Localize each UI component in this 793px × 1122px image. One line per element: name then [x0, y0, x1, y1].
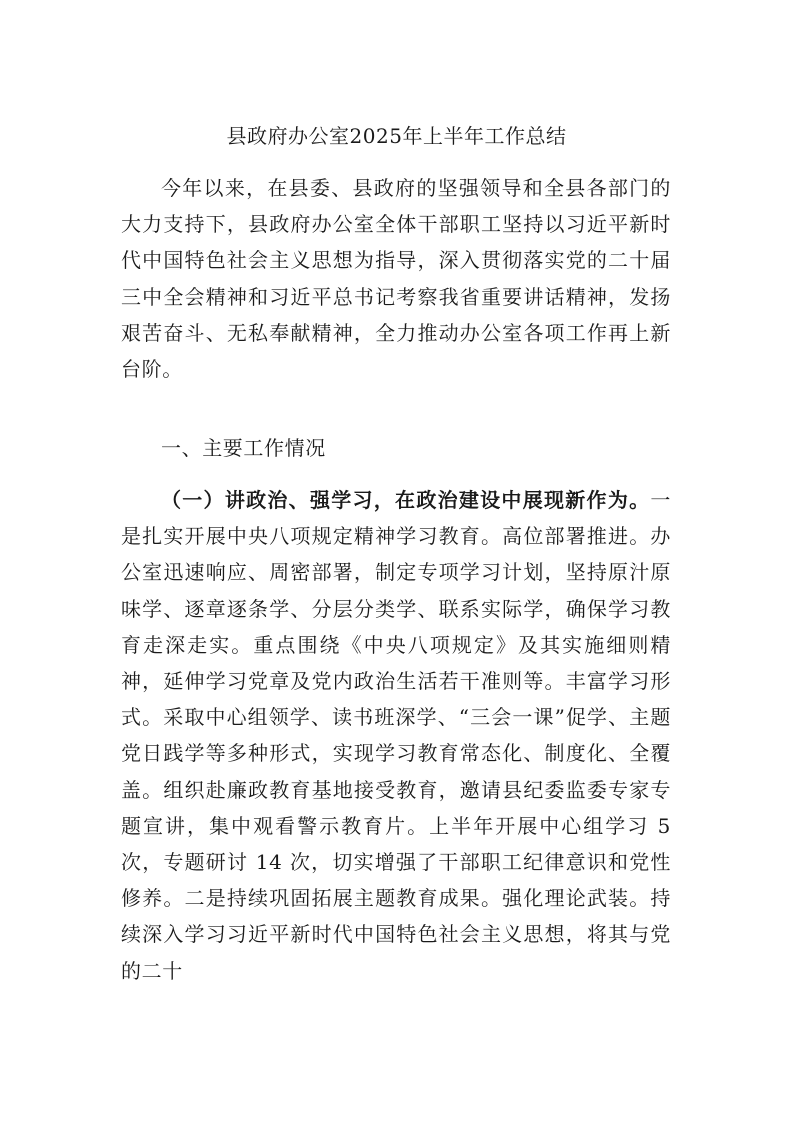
- intro-paragraph: 今年以来，在县委、县政府的坚强领导和全县各部门的大力支持下，县政府办公室全体干部职工坚持以习近平新时代中国特色社会主义思想为指导，深入贯彻落实党的二十届三中全会精神和习近平总书记考察我省重要讲话精神，发扬艰苦奋斗、无私奉献精神，全力推动办公室各项工作再上新台阶。: [121, 176, 671, 382]
- subsection-body: 一是扎实开展中央八项规定精神学习教育。高位部署推进。办公室迅速响应、周密部署，制定专项学习计划，坚持原汁原味学、逐章逐条学、分层分类学、联系实际学，确保学习教育走深走实。重点围绕《中央八项规定》及其实施细则精神，延伸学习党章及党内政治生活若干准则等。丰富学习形式。采取中心组领学、读书班深学、“三会一课”促学、主题党日践学等多种形式，实现学习教育常态化、制度化、全覆盖。组织赴廉政教育基地接受教育，邀请县纪委监委专家专题宣讲，集中观看警示教育片。上半年开展中心组学习 5 次，专题研讨 14 次，切实增强了干部职工纪律意识和党性修养。二是持续巩固拓展主题教育成果。强化理论武装。持续深入学习习近平新时代中国特色社会主义思想，将其与党的二十: [121, 488, 671, 983]
- section-heading: 一、主要工作情况: [161, 436, 326, 460]
- subsection-paragraph: [121, 482, 671, 989]
- document-title: 县政府办公室2025年上半年工作总结: [226, 124, 567, 148]
- subsection-heading: （一）讲政治、强学习，在政治建设中展现新作为。: [161, 488, 651, 512]
